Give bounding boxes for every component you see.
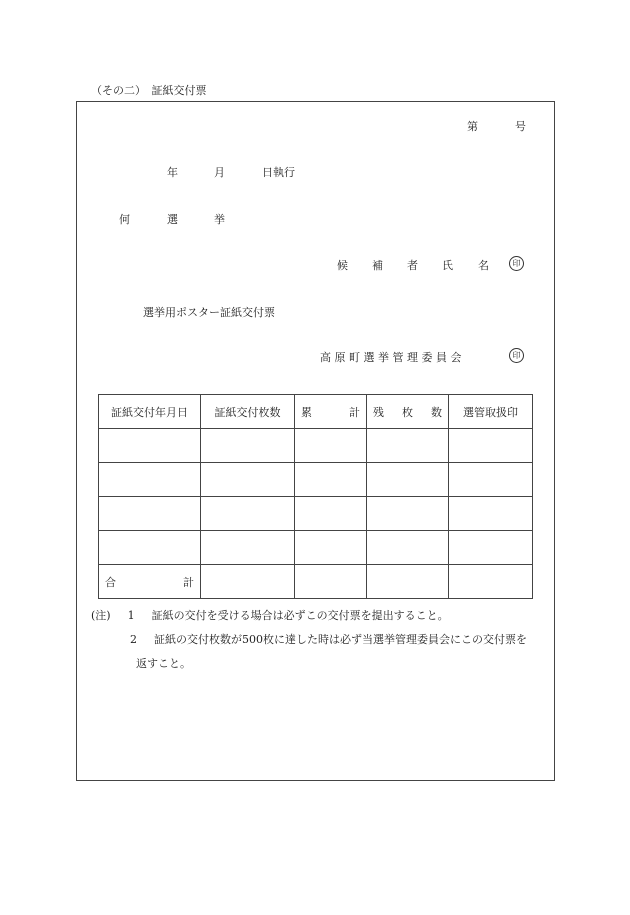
candidate-char-2: 補 <box>372 259 383 272</box>
table-row <box>99 429 533 463</box>
date-year: 年 <box>167 166 178 179</box>
note-1-text: 証紙の交付を受ける場合は必ずこの交付票を提出すること。 <box>151 609 449 622</box>
committee-name: 高 原 町 選 挙 管 理 委 員 会 <box>320 351 462 364</box>
notes-label: (注) <box>91 609 111 622</box>
candidate-char-3: 者 <box>407 259 418 272</box>
table-row <box>99 531 533 565</box>
header-issue-date: 証紙交付年月日 <box>99 395 201 429</box>
header-remaining: 残 枚 数 <box>367 395 449 429</box>
candidate-char-4: 氏 <box>442 259 453 272</box>
note-2-number: 2 <box>130 633 137 646</box>
date-day: 日執行 <box>262 166 295 179</box>
form-caption: （その二） 証紙交付票 <box>91 84 207 97</box>
notes <box>91 604 527 676</box>
note-2-text: 証紙の交付枚数が500枚に達した時は必ず当選挙管理委員会にこの交付票を <box>154 633 527 646</box>
election-char-2: 選 <box>167 213 178 226</box>
total-row <box>99 565 533 599</box>
candidate-char-5: 名 <box>478 259 489 272</box>
note-2-continuation: 返すこと。 <box>136 657 191 670</box>
candidate-char-1: 候 <box>337 259 348 272</box>
form-title: 選挙用ポスター証紙交付票 <box>143 306 275 319</box>
note-1-number: 1 <box>127 609 135 622</box>
header-cumulative: 累 計 <box>295 395 367 429</box>
table-row <box>99 463 533 497</box>
table-row <box>99 497 533 531</box>
issuance-table <box>98 394 533 599</box>
election-char-1: 何 <box>119 213 130 226</box>
number-dai: 第 <box>467 120 478 133</box>
committee-seal-icon: 印 <box>509 348 524 363</box>
number-go: 号 <box>515 120 526 133</box>
candidate-seal-icon: 印 <box>509 256 524 271</box>
header-seal: 選管取扱印 <box>449 395 533 429</box>
election-char-3: 挙 <box>214 213 225 226</box>
header-issue-count: 証紙交付枚数 <box>201 395 295 429</box>
table-header-row <box>99 395 533 429</box>
date-month: 月 <box>214 166 225 179</box>
total-label: 合 計 <box>99 565 201 599</box>
